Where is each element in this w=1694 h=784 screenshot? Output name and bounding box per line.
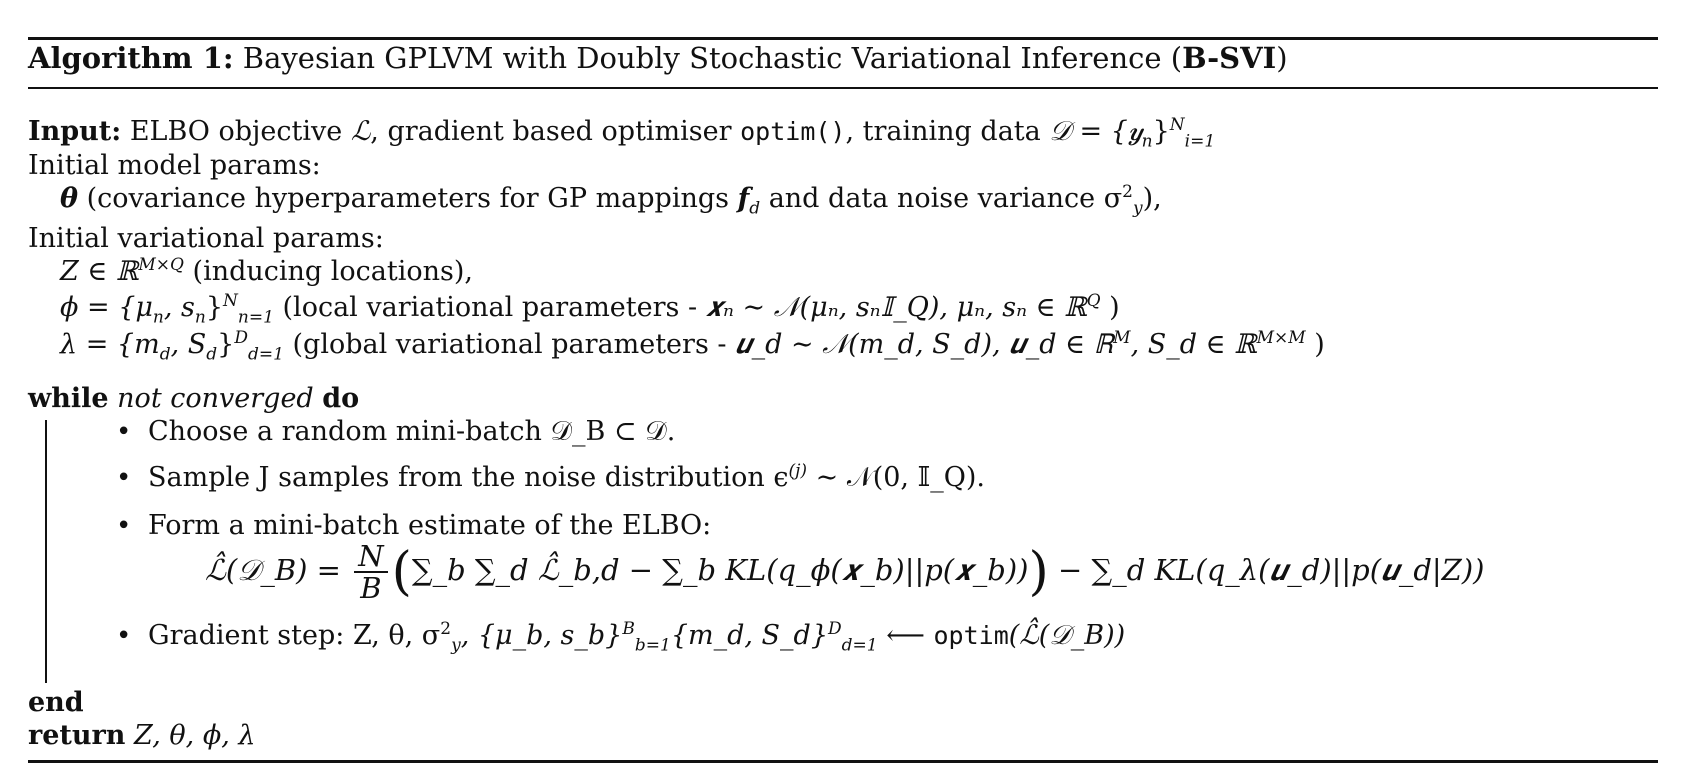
phi-mid: , s (163, 292, 195, 323)
loop-condition: not converged (117, 383, 314, 414)
algorithm-label: Algorithm 1: (28, 41, 234, 75)
formula-tail: − ∑_d KL(q_λ(𝒖_d)||p(𝒖_d|Z)) (1048, 553, 1485, 587)
data-expr: 𝒟 = {𝒚 (1049, 116, 1142, 147)
data-sup: N (1169, 115, 1185, 135)
step4-arg: (ℒ̂(𝒟_B)) (1008, 620, 1126, 651)
z-line (60, 256, 473, 288)
return-line (28, 720, 256, 752)
phi-end: ) (1100, 292, 1120, 323)
formula-lhs: ℒ̂(𝒟_B) = (205, 553, 341, 587)
theta-line (60, 182, 1162, 219)
step1-text: Choose a random mini-batch 𝒟_B ⊂ 𝒟. (148, 416, 676, 447)
return-keyword: return (28, 720, 126, 751)
bullet-icon: • (116, 463, 132, 493)
phi-dist: 𝒙ₙ ∼ 𝒩(μₙ, sₙ𝕀_Q), μₙ, sₙ ∈ ℝ (705, 292, 1087, 323)
lam-sub1: d (159, 344, 171, 365)
phi-sup: N (223, 291, 238, 311)
right-paren: ) (1028, 542, 1049, 602)
step4-sup: 2 (440, 619, 452, 639)
while-keyword: while (28, 383, 109, 414)
phi-line (60, 291, 1120, 328)
lam-end: ) (1305, 329, 1325, 360)
noise-close: ), (1142, 183, 1162, 214)
lam-expr: λ = {m (60, 329, 160, 360)
step4-range-d: d=1 (841, 635, 878, 656)
phi-dist-sup: Q (1086, 291, 1101, 311)
phi-sub2: n (194, 307, 206, 328)
theta-text: (covariance hyperparameters for GP mappings (78, 183, 738, 214)
phi-range: n=1 (237, 307, 274, 328)
algorithm-title (28, 42, 1288, 74)
step2-post: ∼ 𝒩(0, 𝕀_Q). (807, 462, 985, 493)
left-paren: ( (391, 542, 412, 602)
f-sub: d (749, 198, 761, 219)
input-text-a: ELBO objective (129, 116, 351, 147)
input-text-c: , training data (845, 116, 1050, 147)
data-close: } (1152, 116, 1170, 147)
return-value: Z, θ, ϕ, λ (133, 720, 256, 751)
step4-sup-b: B (622, 619, 635, 639)
formula-inner: ∑_b ∑_d ℒ̂_b,d − ∑_b KL(q_ϕ(𝒙_b)||p(𝒙_b)) (411, 553, 1029, 587)
lam-dist-sup: M (1113, 328, 1131, 348)
z-expr: Z ∈ ℝ (60, 256, 139, 287)
end-keyword: end (28, 687, 84, 718)
lam-dist-sup2: M×M (1256, 328, 1306, 348)
step2-sup: (j) (788, 461, 808, 481)
bullet-icon: • (116, 621, 132, 651)
lam-range: d=1 (247, 344, 284, 365)
step4-sub: y (451, 635, 461, 656)
elbo-formula (205, 540, 1484, 606)
algorithm-title-text: Bayesian GPLVM with Doubly Stochastic Variational Inference ( (242, 41, 1183, 75)
step4-pre: Gradient step: Z, θ, σ (148, 620, 441, 651)
optim-code: optim() (740, 117, 846, 146)
loop-body-bar (45, 420, 47, 683)
lam-close: } (217, 329, 235, 360)
z-text: (inducing locations), (183, 256, 473, 287)
step2-text: Sample J samples from the noise distribution ϵ (148, 462, 789, 493)
data-range: i=1 (1184, 131, 1216, 152)
step4-sup-d: D (828, 619, 842, 639)
phi-sub1: n (152, 307, 164, 328)
z-sup: M×Q (138, 255, 184, 275)
noise-sub: y (1132, 198, 1143, 219)
step-sample-noise (116, 462, 985, 494)
do-keyword: do (322, 383, 360, 414)
input-line (28, 115, 1216, 152)
step4-arrow: ⟵ (877, 620, 934, 651)
header-rule (28, 87, 1658, 89)
frac-numerator: N (354, 541, 387, 573)
lam-text: (global variational parameters - (283, 329, 736, 360)
phi-text: (local variational parameters - (273, 292, 706, 323)
lambda-line (60, 328, 1325, 365)
variational-params-heading: Initial variational params: (28, 223, 384, 254)
noise-text: and data noise variance σ (760, 183, 1123, 214)
while-line (28, 383, 359, 415)
noise-sup: 2 (1122, 182, 1133, 202)
f-symbol: f (737, 183, 750, 214)
model-params-heading: Initial model params: (28, 150, 321, 181)
bullet-icon: • (116, 417, 132, 447)
input-label: Input: (28, 116, 122, 147)
algorithm-abbrev: B-SVI (1182, 41, 1277, 75)
bullet-icon: • (116, 511, 132, 541)
lam-sup: D (234, 328, 248, 348)
lam-sub2: d (206, 344, 218, 365)
lam-dist-mid: , S_d ∈ ℝ (1130, 329, 1257, 360)
elbo-symbol: ℒ (350, 116, 371, 147)
lam-dist: 𝒖_d ∼ 𝒩(m_d, S_d), 𝒖_d ∈ ℝ (735, 329, 1114, 360)
step4-mid2: {m_d, S_d} (670, 620, 829, 651)
phi-close: } (205, 292, 224, 323)
bottom-rule (28, 760, 1658, 763)
algorithm-title-close: ) (1276, 41, 1288, 75)
theta-symbol: θ (60, 183, 79, 214)
step-form-estimate (116, 510, 711, 542)
step4-code: optim (933, 621, 1009, 650)
frac-denominator: B (360, 571, 382, 605)
step-gradient (116, 619, 1126, 656)
n-over-b-fraction (354, 541, 387, 603)
step4-range-b: b=1 (634, 635, 671, 656)
step4-mid: , {μ_b, s_b} (460, 620, 623, 651)
phi-expr: ϕ = {μ (60, 292, 153, 323)
step3-text: Form a mini-batch estimate of the ELBO: (148, 510, 712, 541)
lam-mid: , S (170, 329, 207, 360)
top-rule (28, 37, 1658, 40)
data-sub: n (1141, 131, 1153, 152)
input-text-b: , gradient based optimiser (370, 116, 741, 147)
step-minibatch (116, 416, 675, 448)
